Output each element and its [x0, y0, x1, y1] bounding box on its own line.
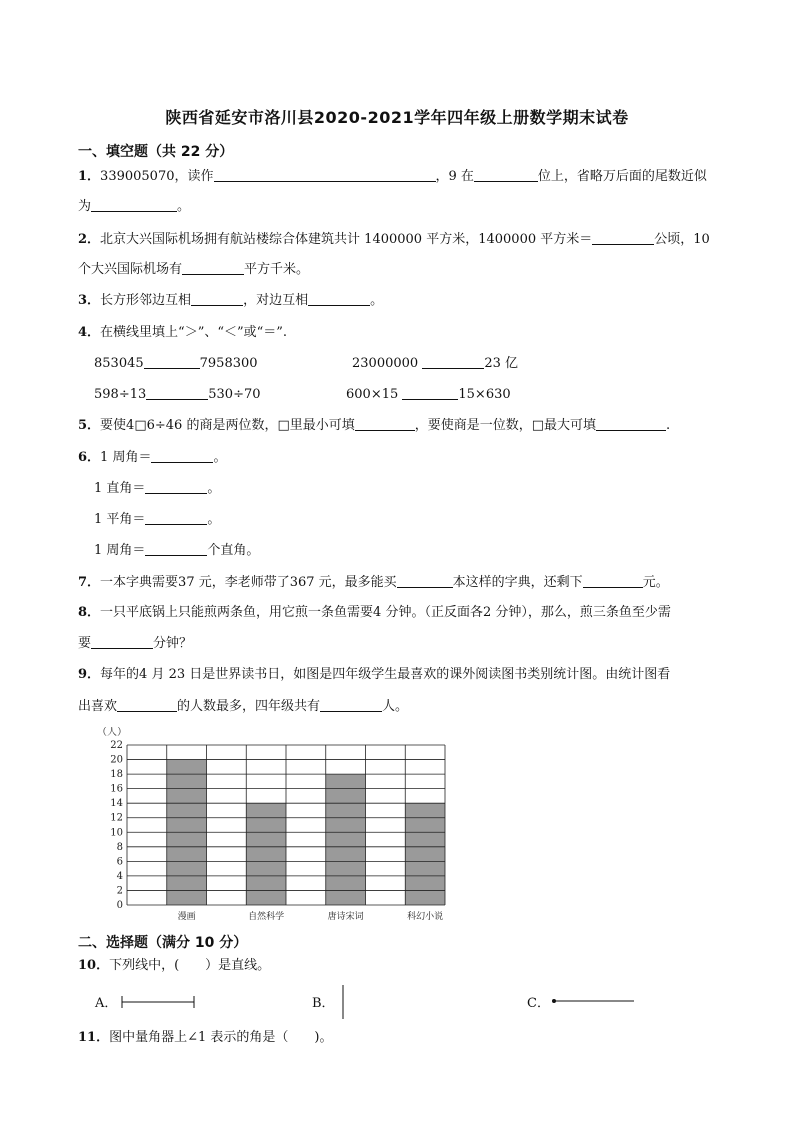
- page-title: 陕西省延安市洛川县2020-2021学年四年级上册数学期末试卷: [165, 108, 629, 127]
- section-choice-title: 二、选择题（满分 10 分）: [78, 935, 248, 951]
- answer-blank[interactable]: [182, 260, 244, 275]
- category-label: 唐诗宋词: [327, 912, 364, 922]
- vertical-line-figure: [338, 984, 348, 1020]
- option-b[interactable]: B．: [312, 996, 335, 1011]
- y-tick-label: 4: [116, 870, 123, 882]
- answer-blank[interactable]: [145, 510, 207, 525]
- bar-chart: [95, 727, 455, 925]
- answer-blank[interactable]: [320, 697, 382, 712]
- question-4-row-2a: 598÷13 530÷70: [94, 387, 261, 402]
- y-tick-label: 2: [116, 885, 123, 897]
- question-1-cont: 为 。: [78, 199, 191, 214]
- answer-blank[interactable]: [91, 197, 177, 212]
- answer-blank[interactable]: [91, 634, 153, 649]
- line-segment-figure: [120, 994, 198, 1010]
- question-6-line-2: 1 直角＝ 。: [94, 481, 221, 496]
- question-5: 5．要使4□6÷46 的商是两位数，□里最小可填 ，要使商是一位数，□最大可填 .: [78, 418, 671, 433]
- option-c[interactable]: C．: [527, 996, 550, 1011]
- answer-blank[interactable]: [397, 573, 453, 588]
- answer-blank[interactable]: [117, 697, 177, 712]
- y-tick-label: 12: [110, 812, 123, 824]
- y-tick-label: 8: [116, 841, 123, 853]
- category-label: 自然科学: [248, 912, 285, 922]
- answer-blank[interactable]: [151, 448, 213, 463]
- question-4-row-2b: 600×15 15×630: [346, 387, 511, 402]
- answer-blank[interactable]: [214, 167, 436, 182]
- answer-blank[interactable]: [355, 416, 415, 431]
- option-a[interactable]: A．: [95, 996, 118, 1011]
- y-tick-label: 0: [116, 900, 123, 911]
- question-1: 1．339005070，读作 ，9 在 位上，省略万后面的尾数近似: [78, 169, 707, 184]
- question-6-line-4: 1 周角＝ 个直角。: [94, 543, 260, 558]
- question-11: 11．图中量角器上∠1 表示的角是（ )。: [78, 1030, 333, 1045]
- category-label: 漫画: [177, 912, 196, 922]
- answer-blank[interactable]: [474, 167, 538, 182]
- y-tick-label: 22: [110, 740, 123, 751]
- question-2-cont: 个大兴国际机场有 平方千米。: [78, 262, 310, 277]
- ray-figure: [550, 995, 638, 1007]
- question-9-cont: 出喜欢 的人数最多，四年级共有 人。: [78, 699, 409, 714]
- question-8-cont: 要 分钟？: [78, 636, 193, 651]
- question-2: 2．北京大兴国际机场拥有航站楼综合体建筑共计 1400000 平方米，1400000 平方米＝ 公顷，10: [78, 232, 710, 247]
- answer-blank[interactable]: [146, 385, 208, 400]
- answer-blank[interactable]: [402, 385, 458, 400]
- question-3: 3．长方形邻边互相 ，对边互相 。: [78, 293, 384, 308]
- question-4: 4．在横线里填上“＞”、“＜”或“＝”.: [78, 325, 288, 340]
- answer-blank[interactable]: [308, 291, 370, 306]
- question-6-line-3: 1 平角＝ 。: [94, 512, 221, 527]
- y-tick-label: 6: [116, 856, 123, 868]
- answer-blank[interactable]: [592, 230, 654, 245]
- y-tick-label: 14: [110, 798, 123, 810]
- section-fill-in-title: 一、填空题（共 22 分）: [78, 144, 234, 160]
- question-4-row-1a: 853045 7958300: [94, 356, 258, 371]
- answer-blank[interactable]: [145, 479, 207, 494]
- answer-blank[interactable]: [583, 573, 643, 588]
- bar: [326, 774, 366, 905]
- answer-blank[interactable]: [596, 416, 666, 431]
- question-10: 10．下列线中，( ）是直线。: [78, 958, 271, 973]
- y-axis-label: （人）: [97, 727, 127, 738]
- answer-blank[interactable]: [422, 354, 484, 369]
- question-4-row-1b: 23000000 23 亿: [352, 356, 518, 371]
- y-tick-label: 18: [110, 769, 123, 781]
- answer-blank[interactable]: [144, 354, 200, 369]
- answer-blank[interactable]: [191, 291, 243, 306]
- answer-blank[interactable]: [145, 541, 207, 556]
- bar: [246, 803, 286, 905]
- question-9: 9．每年的4 月 23 日是世界读书日，如图是四年级学生最喜欢的课外阅读图书类别统计图。由统计图看: [78, 667, 671, 682]
- y-tick-label: 10: [110, 827, 123, 839]
- question-8: 8．一只平底锅上只能煎两条鱼，用它煎一条鱼需要4 分钟。（正反面各2 分钟），那么，煎三条鱼至少需: [78, 605, 671, 620]
- y-tick-label: 16: [110, 783, 123, 795]
- question-6: 6．1 周角＝ 。: [78, 450, 227, 465]
- bar: [405, 803, 445, 905]
- category-label: 科幻小说: [407, 912, 444, 922]
- question-7: 7．一本字典需要37 元，李老师带了367 元，最多能买 本这样的字典，还剩下 元。: [78, 575, 669, 590]
- y-tick-label: 20: [110, 754, 123, 766]
